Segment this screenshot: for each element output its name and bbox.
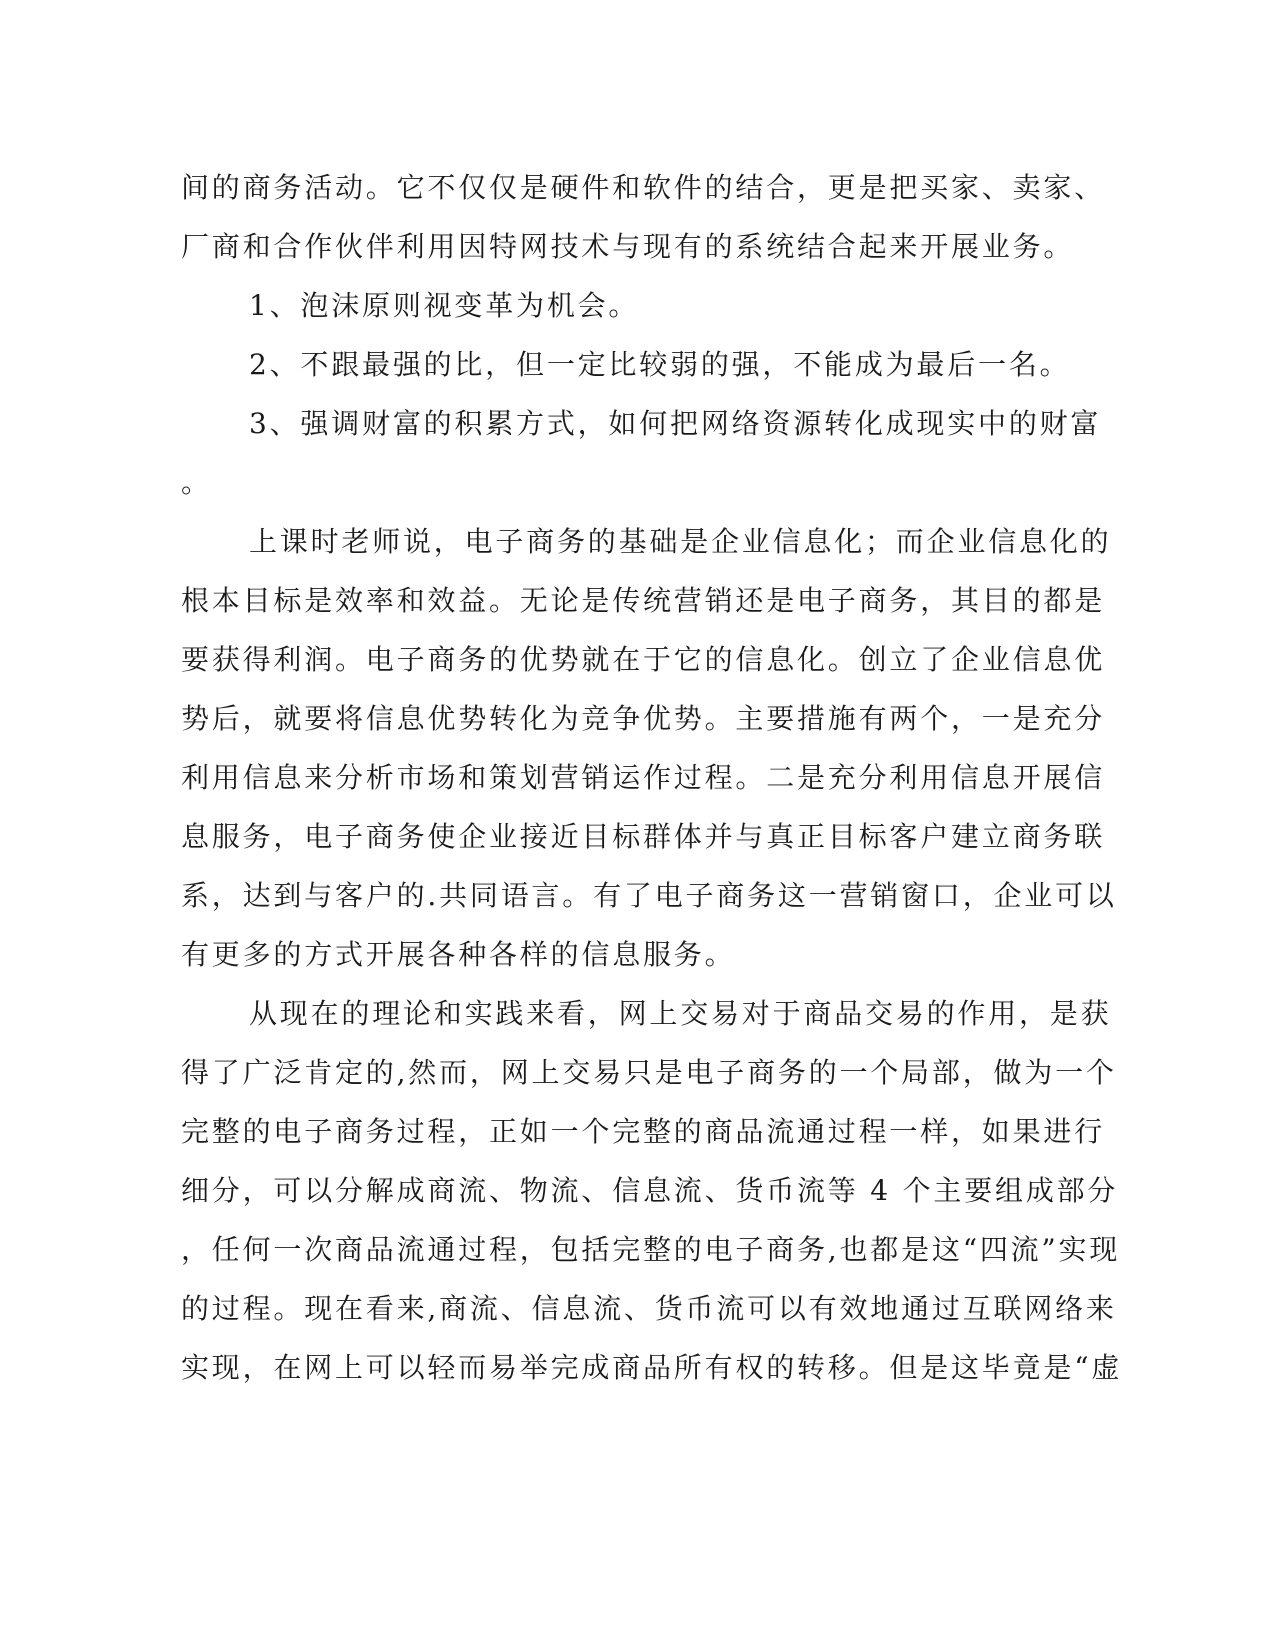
text-line: 的过程。现在看来,商流、信息流、货币流可以有效地通过互联网络来: [181, 1292, 1117, 1325]
list-item: 1、泡沫原则视变革为机会。: [249, 289, 640, 322]
text-line: 得了广泛肯定的,然而，网上交易只是电子商务的一个局部，做为一个: [181, 1056, 1117, 1089]
text-line: 系，达到与客户的.共同语言。有了电子商务这一营销窗口，企业可以: [181, 879, 1117, 912]
text-line: 利用信息来分析市场和策划营销运作过程。二是充分利用信息开展信: [181, 761, 1106, 794]
text-line: 根本目标是效率和效益。无论是传统营销还是电子商务，其目的都是: [181, 584, 1106, 617]
text-line: 势后，就要将信息优势转化为竞争优势。主要措施有两个，一是充分: [181, 702, 1106, 735]
text-line: 厂商和合作伙伴利用因特网技术与现有的系统结合起来开展业务。: [181, 230, 1075, 263]
text-line: 完整的电子商务过程，正如一个完整的商品流通过程一样，如果进行: [181, 1115, 1106, 1148]
text-line: 实现，在网上可以轻而易举完成商品所有权的转移。但是这毕竟是“虚: [181, 1351, 1123, 1384]
list-item: 3、强调财富的积累方式，如何把网络资源转化成现实中的财富: [249, 407, 1102, 440]
text-line: 间的商务活动。它不仅仅是硬件和软件的结合，更是把买家、卖家、: [181, 171, 1106, 204]
text-line: 有更多的方式开展各种各样的信息服务。: [181, 938, 736, 971]
text-line: 细分，可以分解成商流、物流、信息流、货币流等 4 个主要组成部分: [181, 1174, 1119, 1207]
text-line: 息服务，电子商务使企业接近目标群体并与真正目标客户建立商务联: [181, 820, 1106, 853]
text-line: ，任何一次商品流通过程，包括完整的电子商务,也都是这“四流”实现: [181, 1233, 1121, 1266]
list-item: 2、不跟最强的比，但一定比较弱的强，不能成为最后一名。: [249, 348, 1071, 381]
text-line: 要获得利润。电子商务的优势就在于它的信息化。创立了企业信息优: [181, 643, 1106, 676]
body-text: [181, 158, 1123, 1397]
paragraph-start: 从现在的理论和实践来看，网上交易对于商品交易的作用，是获: [249, 997, 1112, 1030]
text-line: 。: [181, 466, 212, 499]
paragraph-start: 上课时老师说，电子商务的基础是企业信息化；而企业信息化的: [249, 525, 1112, 558]
